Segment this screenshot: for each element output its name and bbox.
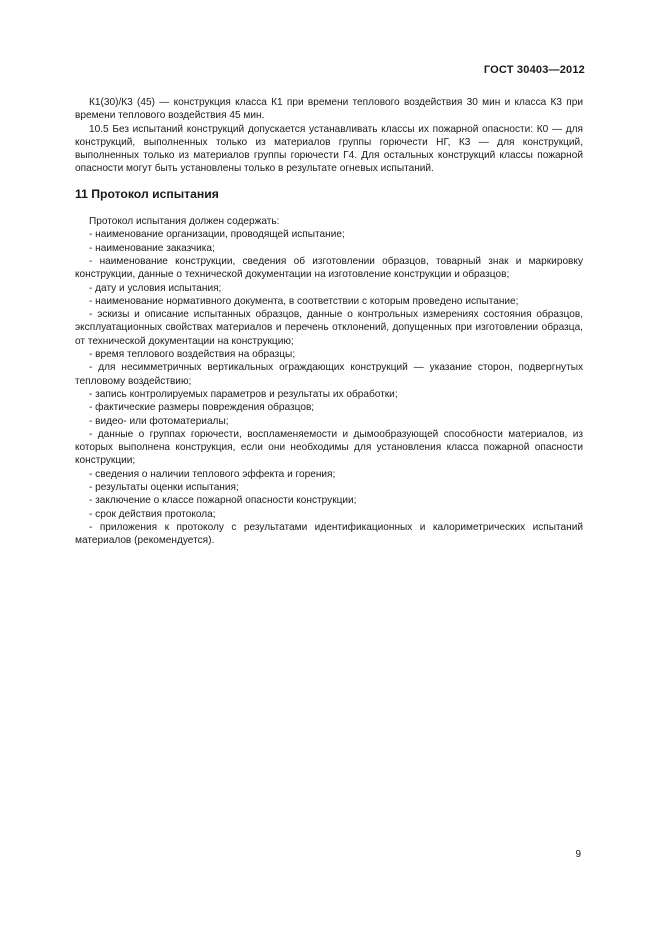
list-item: - эскизы и описание испытанных образцов, данные о контрольных измерениях состояния образцов, эксплуатационных свойствах материалов и перечень отклонений, допущенных при изготовлении образца, от технической документации на конструкцию; [75, 309, 583, 347]
list-item: - наименование нормативного документа, в соответствии с которым проведено испытание; [89, 295, 519, 307]
list-item: - запись контролируемых параметров и результаты их обработки; [89, 388, 398, 400]
list-item: - срок действия протокола; [89, 508, 216, 520]
list-item: - результаты оценки испытания; [89, 482, 239, 494]
section-11-heading: 11 Протокол испытания [75, 186, 219, 201]
page-number: 9 [575, 849, 581, 860]
page-content [75, 96, 583, 548]
list-item: - наименование заказчика; [89, 242, 215, 254]
protocol-requirements-list [75, 228, 583, 547]
list-item: - приложения к протоколу с результатами идентификационных и калориметрических испытаний материалов (рекомендуется). [75, 521, 583, 547]
clause-10-5-paragraph: 10.5 Без испытаний конструкций допускается устанавливать классы их пожарной опасности: К0 — для конструкций, выполненных только из материалов группы горючести НГ, К3 — для конструкций, выполненных только из материалов группы горючести Г4. Для остальных конструкций классы пожарной опасности могут быть установлены только в результате огневых испытаний. [75, 123, 583, 175]
list-item: - дату и условия испытания; [89, 282, 222, 294]
list-item: - заключение о классе пожарной опасности конструкции; [89, 495, 357, 507]
list-item: - для несимметричных вертикальных ограждающих конструкций — указание сторон, подвергнутых тепловому воздействию; [75, 362, 583, 387]
list-item: - данные о группах горючести, воспламеняемости и дымообразующей способности материалов, из которых выполнена конструкция, если они необходимы для установления класса пожарной опасности конструкции; [75, 428, 583, 467]
protocol-list-intro: Протокол испытания должен содержать: [89, 216, 280, 228]
list-item: - видео- или фотоматериалы; [89, 415, 229, 427]
list-item: - фактические размеры повреждения образцов; [89, 402, 315, 414]
document-code-header: ГОСТ 30403—2012 [483, 64, 585, 76]
list-item: - наименование организации, проводящей испытание; [89, 229, 345, 241]
list-item: - сведения о наличии теплового эффекта и горения; [89, 468, 336, 480]
list-item: - наименование конструкции, сведения об изготовлении образцов, товарный знак и маркировку конструкции, данные о технической документации на изготовление конструкции и образцов; [75, 255, 583, 281]
list-item: - время теплового воздействия на образцы; [89, 349, 296, 361]
class-definition-paragraph: К1(30)/К3 (45) — конструкция класса К1 при времени теплового воздействия 30 мин и класса К3 при времени теплового воздействия 45 мин. [75, 97, 583, 122]
